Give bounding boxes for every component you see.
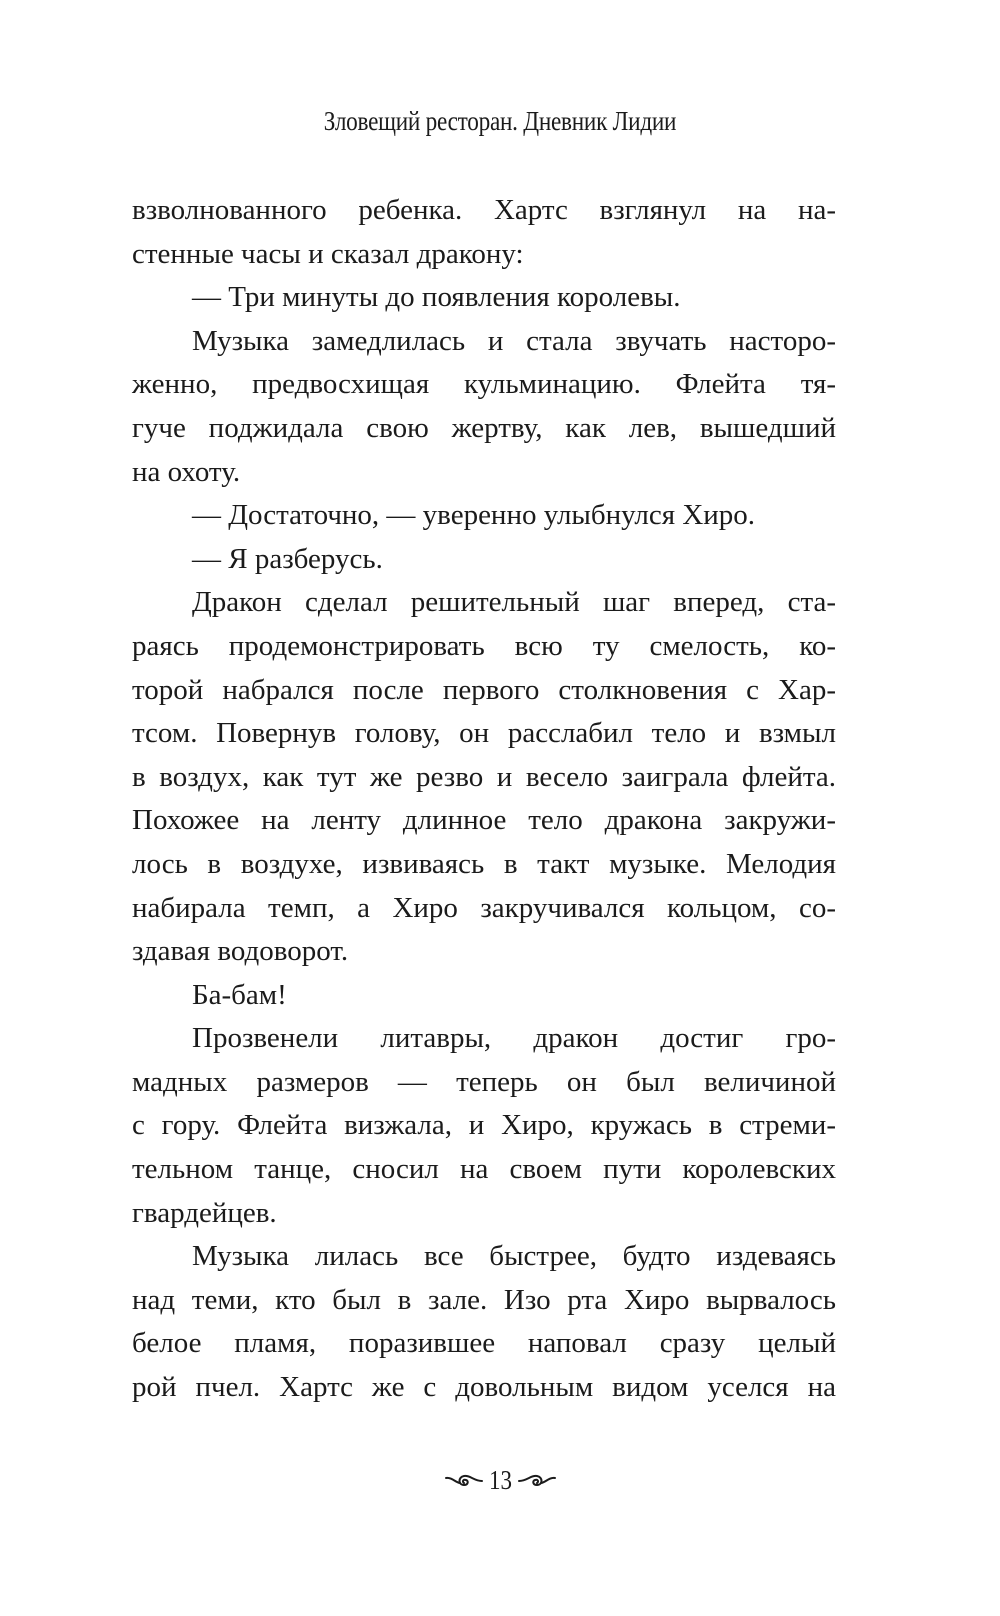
page-folio (0, 1463, 1000, 1496)
text-line: Музыка замедлилась и стала звучать насторо- (192, 324, 836, 357)
body-text (132, 189, 836, 1410)
text-line: стенные часы и сказал дракону: (132, 237, 524, 270)
text-line: рой пчел. Хартс же с довольным видом уселся на (132, 1371, 836, 1404)
page-number: 13 (488, 1465, 512, 1496)
text-line: — Три минуты до появления королевы. (192, 281, 681, 314)
text-line: взволнованного ребенка. Хартс взглянул на на- (132, 194, 836, 226)
text-line: здавая водоворот. (132, 935, 349, 968)
running-head: Зловещий ресторан. Дневник Лидии (323, 106, 677, 136)
text-line: в воздух, как тут же резво и весело заиграла флейта. (132, 760, 836, 793)
text-line: — Я разберусь. (192, 542, 383, 575)
text-line: раясь продемонстрировать всю ту смелость, ко- (132, 629, 836, 662)
text-line: гуче поджидала свою жертву, как лев, вышедший (132, 411, 836, 444)
text-line: — Достаточно, — уверенно улыбнулся Хиро. (192, 499, 756, 532)
right-flourish-icon (517, 1471, 557, 1491)
text-line: мадных размеров — теперь он был величиной (132, 1065, 836, 1098)
text-line: гвардейцев. (132, 1196, 277, 1229)
text-line: Похожее на ленту длинное тело дракона закружи- (132, 804, 836, 837)
text-line: тельном танце, сносил на своем пути королевских (132, 1153, 836, 1186)
text-line: над теми, кто был в зале. Изо рта Хиро вырвалось (132, 1283, 836, 1316)
text-line: Ба-бам! (192, 978, 287, 1011)
left-flourish-icon (444, 1471, 484, 1491)
text-line: Музыка лилась все быстрее, будто издеваясь (192, 1240, 836, 1273)
text-line: набирала темп, а Хиро закручивался кольцом, со- (132, 891, 836, 924)
text-line: женно, предвосхищая кульминацию. Флейта тя- (132, 368, 836, 401)
text-line: белое пламя, поразившее наповал сразу целый (132, 1327, 836, 1360)
text-line: торой набрался после первого столкновения с Хар- (132, 673, 836, 706)
text-line: с гору. Флейта визжала, и Хиро, кружась в стреми- (132, 1109, 836, 1142)
text-line: на охоту. (132, 455, 241, 488)
text-line: лось в воздухе, извиваясь в такт музыке. Мелодия (132, 847, 836, 880)
text-line: тсом. Повернув голову, он расслабил тело и взмыл (132, 717, 836, 750)
text-line: Прозвенели литавры, дракон достиг гро- (192, 1022, 836, 1055)
text-line: Дракон сделал решительный шаг вперед, ста- (192, 586, 836, 619)
